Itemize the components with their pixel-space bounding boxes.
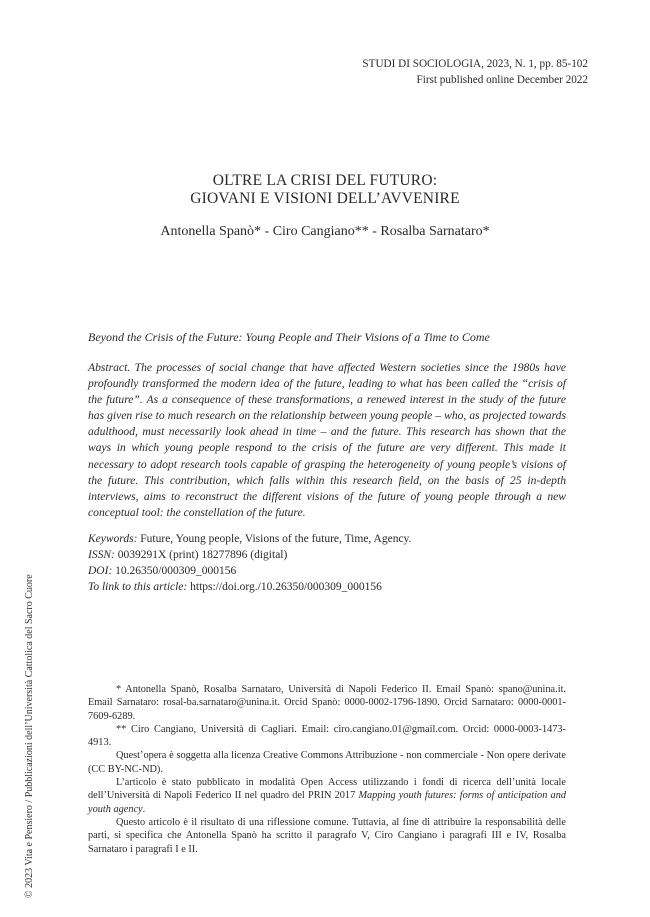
funding-note [88, 776, 566, 816]
english-title: Beyond the Crisis of the Future: Young People and Their Visions of a Time to Come [88, 330, 490, 344]
authors: Antonella Spanò* - Ciro Cangiano** - Rosalba Sarnataro* [160, 224, 490, 239]
article-metadata [88, 531, 411, 595]
side-copyright-wrap [24, 478, 40, 898]
article-title [0, 172, 650, 208]
journal-citation: STUDI DI SOCIOLOGIA, 2023, N. 1, pp. 85-102 [362, 58, 588, 70]
funding-note-end: . [142, 803, 146, 815]
footnote-1: * Antonella Spanò, Rosalba Sarnataro, Università di Napoli Federico II. Email Spanò: spano@unina.it. Email Sarnataro: rosal-ba.sarnataro@unina.it. Orcid Spanò: 0000-0002-1796-1890. Orcid Sarnataro: 0000-0001-7609-6289. [88, 684, 566, 722]
issn-line [88, 547, 411, 563]
funding-project-title: Mapping youth futures: forms of anticipation and youth agency [88, 790, 566, 815]
doi: 10.26350/000309_000156 [112, 565, 237, 577]
side-copyright: © 2023 Vita e Pensiero / Pubblicazioni dell’Università Cattolica del Sacro Cuore [24, 574, 35, 898]
publication-date: First published online December 2022 [416, 74, 588, 86]
funding-note-text: L’articolo è stato pubblicato in modalità Open Access utilizzando i fondi di ricerca dell’unità locale dell’Università di Napoli Federico II nel quadro del PRIN 2017 [88, 777, 566, 802]
title-line-1: OLTRE LA CRISI DEL FUTURO: [212, 172, 438, 189]
article-link[interactable]: https://doi.org./10.26350/000309_000156 [187, 581, 382, 593]
keywords: Future, Young people, Visions of the future, Time, Agency. [137, 533, 412, 545]
abstract: Abstract. The processes of social change that have affected Western societies since the 1980s have profoundly transformed the modern idea of the future, leading to what has been called the “crisis of the future”. As a consequence of these transformations, a renewed interest in the study of the future has given rise to much research on the relationship between young people – who, as projected towards adulthood, must necessarily look ahead in time – and the future. This research has shown that the ways in which young people respond to the crisis of the future are very different. This made it necessary to adopt research tools capable of grasping the heterogeneity of young people’s visions of the future. This contribution, which falls within this research field, on the basis of 25 in-depth interviews, aims to reconstruct the different visions of the future of young people through a new conceptual tool: the constellation of the future. [88, 361, 566, 519]
doi-line [88, 563, 411, 579]
issn: 0039291X (print) 18277896 (digital) [114, 549, 288, 561]
authorship-note: Questo articolo è il risultato di una riflessione comune. Tuttavia, al fine di attribuire la responsabilità delle parti, si specifica che Antonella Spanò ha scritto il paragrafo V, Ciro Cangiano i paragrafi III e IV, Rosalba Sarnataro i paragrafi I e II. [88, 816, 566, 855]
keywords-line [88, 531, 411, 547]
license-note: Quest’opera è soggetta alla licenza Creative Commons Attribuzione - non commerciale - Non opere derivate (CC BY-NC-ND). [88, 750, 566, 775]
journal-header [362, 56, 588, 88]
issn-label: ISSN: [88, 549, 115, 561]
title-line-2: GIOVANI E VISIONI DELL’AVVENIRE [190, 190, 460, 207]
link-line [88, 579, 411, 595]
footnotes [88, 683, 566, 856]
keywords-label: Keywords: [88, 533, 138, 545]
footnote-2: ** Ciro Cangiano, Università di Cagliari. Email: ciro.cangiano.01@gmail.com. Orcid: 0000-0003-1473-4913. [88, 723, 566, 749]
doi-label: DOI: [88, 565, 113, 577]
link-label: To link to this article: [88, 581, 188, 593]
